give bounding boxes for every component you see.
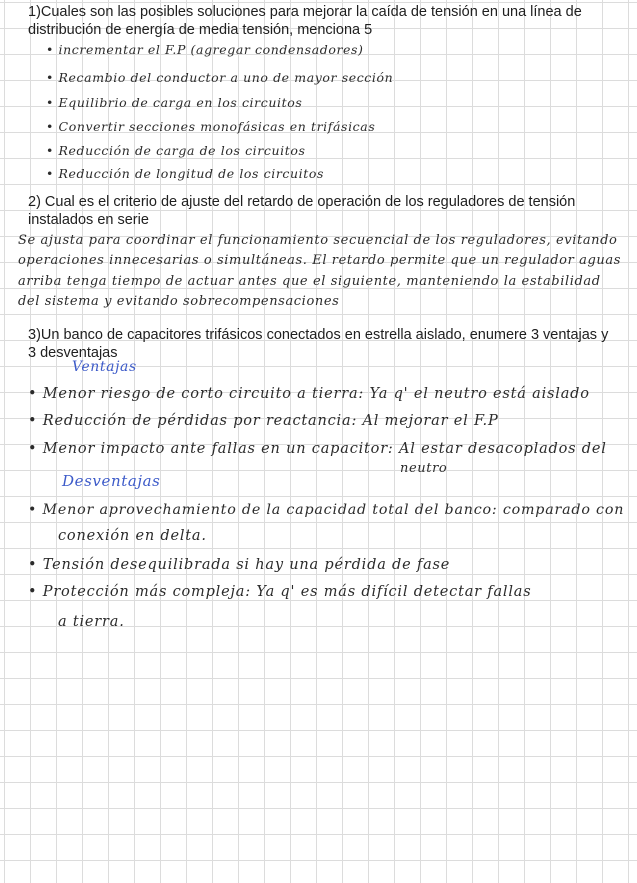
q1-answer-1: • incrementar el F.P (agregar condensadores) — [46, 42, 364, 57]
q1-answer-5: • Reducción de carga de los circuitos — [46, 143, 306, 158]
ventajas-heading: Ventajas — [72, 359, 137, 375]
q2-answer-line-4: del sistema y evitando sobrecompensaciones — [18, 294, 340, 309]
question-2-title-line1: 2) Cual es el criterio de ajuste del retardo de operación de los reguladores de tensión — [28, 194, 576, 210]
desventaja-2: • Tensión desequilibrada si hay una pérdida de fase — [28, 557, 451, 573]
q2-answer-line-1: Se ajusta para coordinar el funcionamiento secuencial de los reguladores, evitando — [18, 233, 618, 248]
q2-answer-line-2: operaciones innecesarias o simultáneas. El retardo permite que un regulador aguas — [18, 253, 622, 268]
q1-answer-6: • Reducción de longitud de los circuitos — [46, 166, 325, 181]
desventaja-3: • Protección más compleja: Ya q' es más difícil detectar fallas — [28, 584, 532, 600]
q2-answer-line-3: arriba tenga tiempo de actuar antes que el siguiente, manteniendo la estabilidad — [18, 274, 601, 289]
question-2-title-line2: instalados en serie — [28, 212, 149, 228]
question-3-title-line2: 3 desventajas — [28, 345, 118, 361]
question-1-title-line2: distribución de energía de media tensión, menciona 5 — [28, 22, 373, 38]
desventaja-3-continuation: a tierra. — [58, 614, 125, 630]
question-1-title-line1: 1)Cuales son las posibles soluciones para mejorar la caída de tensión en una línea de — [28, 4, 582, 20]
q1-answer-2: • Recambio del conductor a uno de mayor sección — [46, 70, 394, 85]
ventaja-3-continuation: neutro — [400, 461, 448, 476]
desventaja-1-continuation: conexión en delta. — [58, 528, 207, 544]
desventaja-1: • Menor aprovechamiento de la capacidad total del banco: comparado con — [28, 502, 625, 518]
ventaja-3: • Menor impacto ante fallas en un capacitor: Al estar desacoplados del — [28, 441, 607, 457]
question-2-title — [28, 193, 618, 229]
question-3-title-line1: 3)Un banco de capacitores trifásicos conectados en estrella aislado, enumere 3 ventajas y — [28, 327, 609, 343]
desventajas-heading: Desventajas — [62, 472, 161, 490]
question-1-title — [28, 3, 618, 39]
ventaja-1: • Menor riesgo de corto circuito a tierra: Ya q' el neutro está aislado — [28, 386, 590, 402]
question-3-title — [28, 326, 618, 362]
ventaja-2: • Reducción de pérdidas por reactancia: Al mejorar el F.P — [28, 413, 499, 429]
q1-answer-3: • Equilibrio de carga en los circuitos — [46, 95, 303, 110]
q1-answer-4: • Convertir secciones monofásicas en trifásicas — [46, 119, 376, 134]
